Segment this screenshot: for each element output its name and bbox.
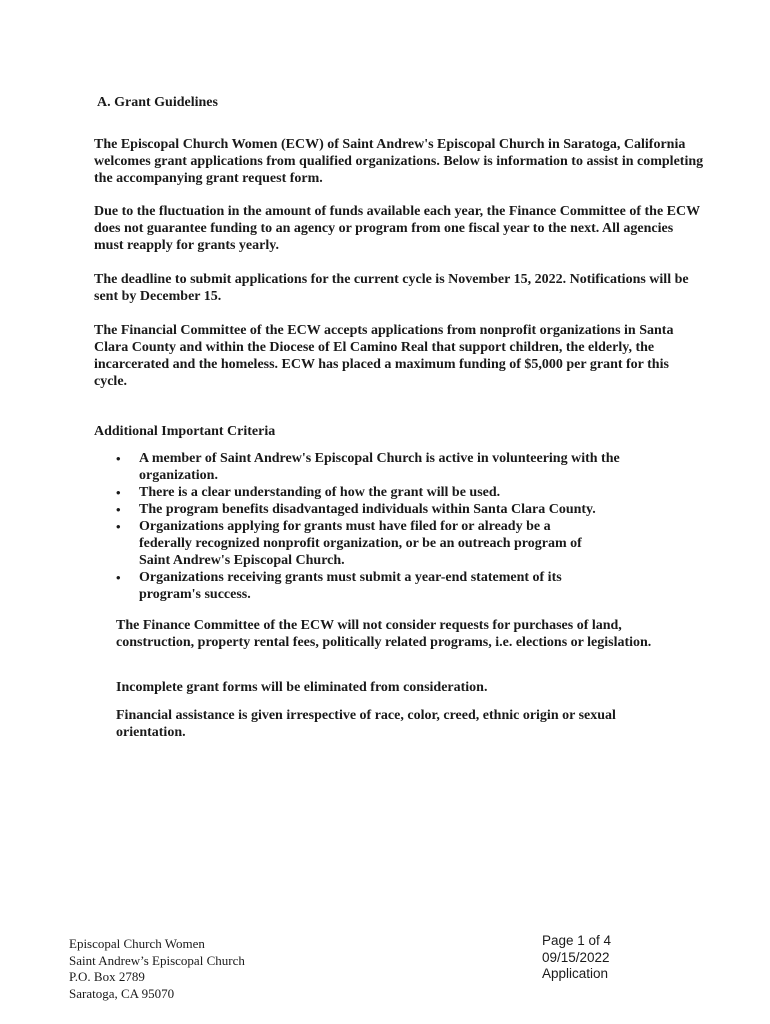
criteria-item xyxy=(116,518,676,569)
footer-city: Saratoga, CA 95070 xyxy=(69,985,175,1001)
eligibility-paragraph: The Financial Committee of the ECW accepts applications from nonprofit organizations in Santa Clara County and within the Diocese of El Camino Real that support children, the elderly, the incarcerated and the homeless. ECW has placed a maximum funding of $5,000 per grant for this cycle. xyxy=(94,323,674,389)
criteria-item-text: There is a clear understanding of how the grant will be used. xyxy=(139,485,501,500)
footer-po-box: P.O. Box 2789 xyxy=(69,969,145,984)
document-date: 09/15/2022 xyxy=(542,949,610,965)
criteria-item-text: A member of Saint Andrew's Episcopal Church is active in volunteering with the organization. xyxy=(139,451,620,483)
intro-paragraph: The Episcopal Church Women (ECW) of Saint Andrew's Episcopal Church in Saratoga, California welcomes grant applications from qualified organizations. Below is information to assist in completing the accompanying grant request form. xyxy=(94,137,704,186)
footer-org-name: Episcopal Church Women xyxy=(69,936,205,951)
criteria-item xyxy=(116,569,676,603)
incomplete-forms-statement: Incomplete grant forms will be eliminated from consideration. xyxy=(116,680,488,695)
exclusions-statement: The Finance Committee of the ECW will not consider requests for purchases of land, construction, property rental fees, politically related programs, i.e. elections or legislation. xyxy=(116,618,652,650)
bullet-icon: • xyxy=(116,519,121,534)
funding-paragraph: Due to the fluctuation in the amount of funds available each year, the Finance Committee of the ECW does not guarantee funding to an agency or program from one fiscal year to the next. All agencies must reapply for grants yearly. xyxy=(94,204,700,253)
criteria-item-text: The program benefits disadvantaged individuals within Santa Clara County. xyxy=(139,502,596,517)
footer-church-name: Saint Andrew’s Episcopal Church xyxy=(69,952,245,968)
footer-page-info xyxy=(542,933,611,983)
page-number: Page 1 of 4 xyxy=(542,933,612,948)
deadline-paragraph: The deadline to submit applications for the current cycle is November 15, 2022. Notifications will be sent by December 15. xyxy=(94,272,689,304)
criteria-item xyxy=(116,484,676,501)
criteria-item-text: Organizations applying for grants must have filed for or already be a federally recognized nonprofit organization, or be an outreach program of Saint Andrew's Episcopal Church. xyxy=(139,519,582,568)
criteria-item xyxy=(116,501,676,518)
bullet-icon: • xyxy=(116,570,121,585)
bullet-icon: • xyxy=(116,451,121,466)
bullet-icon: • xyxy=(116,502,121,517)
criteria-item-text: Organizations receiving grants must submit a year-end statement of its program's success. xyxy=(139,570,562,602)
criteria-title: Additional Important Criteria xyxy=(94,424,276,439)
nondiscrimination-statement: Financial assistance is given irrespective of race, color, creed, ethnic origin or sexual orientation. xyxy=(116,708,616,740)
criteria-item xyxy=(116,450,676,484)
document-type: Application xyxy=(542,966,609,981)
bullet-icon: • xyxy=(116,485,121,500)
footer-address xyxy=(69,936,245,1002)
section-heading: A. Grant Guidelines xyxy=(97,95,218,110)
criteria-list xyxy=(116,450,676,603)
